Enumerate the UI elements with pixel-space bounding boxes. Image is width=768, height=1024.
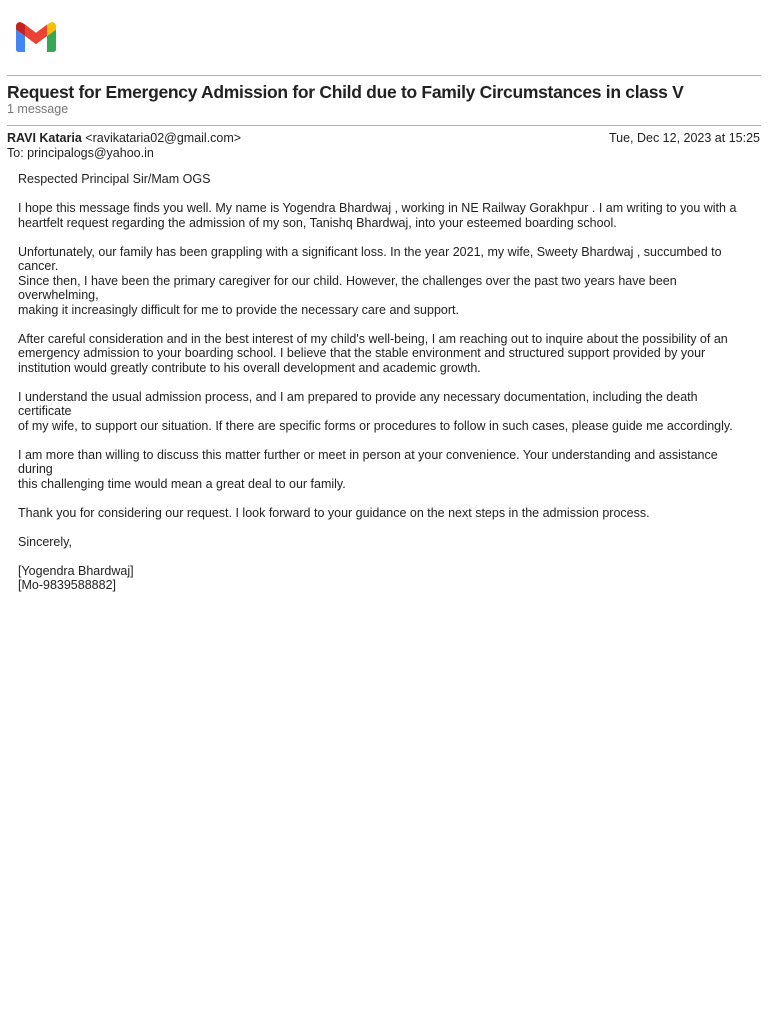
subject-divider <box>7 125 761 126</box>
header-divider <box>7 75 761 76</box>
gmail-logo-icon <box>16 22 56 52</box>
message-count: 1 message <box>7 102 69 116</box>
body-paragraph: After careful consideration and in the best interest of my child's well-being, I am reaching out to inquire about the possibility of an emergency admission to your boarding school. I believe that the stable environment and structured support provided by your institution would greatly contribute to his overall development and academic growth. <box>18 331 728 375</box>
email-subject: Request for Emergency Admission for Child due to Family Circumstances in class V <box>7 82 684 102</box>
email-body <box>18 172 754 607</box>
email-date: Tue, Dec 12, 2023 at 15:25 <box>608 131 760 145</box>
signature: [Yogendra Bhardwaj] [Mo-9839588882] <box>18 563 134 592</box>
sender-email[interactable]: <ravikataria02@gmail.com> <box>85 131 242 145</box>
body-paragraph: Thank you for considering our request. I look forward to your guidance on the next steps in the admission process. <box>18 505 650 520</box>
body-paragraph: Sincerely, <box>18 534 72 549</box>
sender-name: RAVI Kataria <box>7 131 82 145</box>
body-paragraph: I am more than willing to discuss this matter further or meet in person at your convenience. Your understanding and assistance during this challenging time would mean a great deal to our family. <box>18 447 718 491</box>
body-paragraph: Unfortunately, our family has been grappling with a significant loss. In the year 2021, my wife, Sweety Bhardwaj , succumbed to cancer. Since then, I have been the primary caregiver for our child. However, the challenges over the past two years have been overwhelming, making it increasingly difficult for me to provide the necessary care and support. <box>18 244 722 317</box>
recipient-line: To: principalogs@yahoo.in <box>7 146 154 160</box>
body-paragraph: I hope this message finds you well. My name is Yogendra Bhardwaj , working in NE Railway Gorakhpur . I am writing to you with a heartfelt request regarding the admission of my son, Tanishq Bhardwaj, into your esteemed boarding school. <box>18 201 737 230</box>
body-paragraph: Respected Principal Sir/Mam OGS <box>18 172 211 186</box>
sender-line <box>7 131 241 145</box>
body-paragraph: I understand the usual admission process, and I am prepared to provide any necessary documentation, including the death certificate of my wife, to support our situation. If there are specific forms or procedures to follow in such cases, please guide me accordingly. <box>18 389 733 433</box>
